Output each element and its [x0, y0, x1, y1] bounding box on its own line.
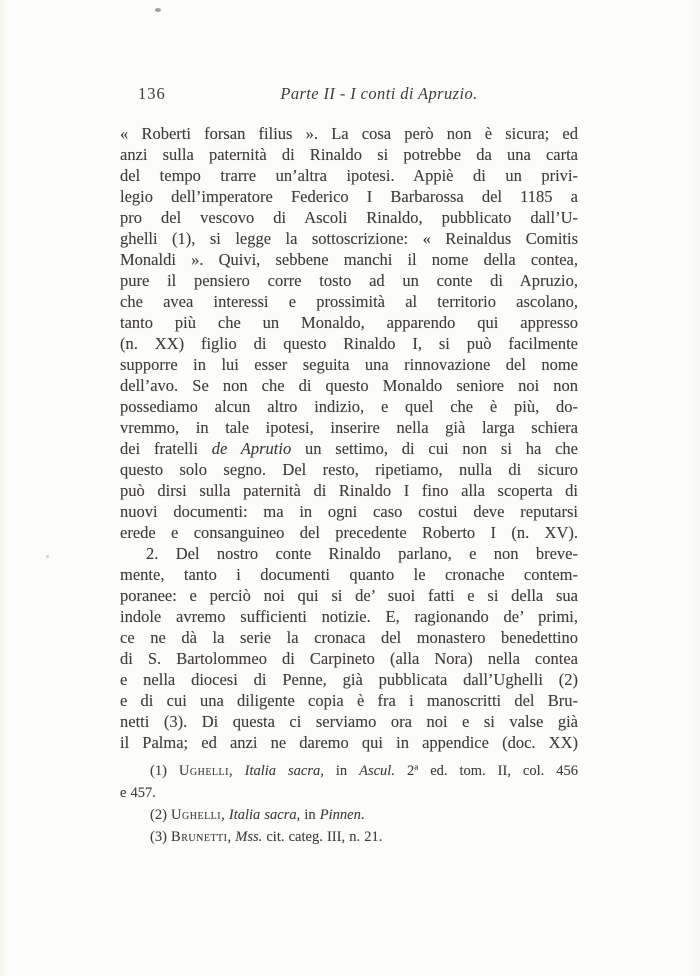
text-line	[120, 606, 578, 627]
text-line	[120, 690, 578, 711]
text-segment: Ughelli	[171, 807, 222, 823]
text-segment: (3)	[150, 829, 172, 845]
text-segment: dell’avo. Se non che di questo Monaldo seniore noi non	[120, 376, 578, 395]
text-segment: (n. XX) figlio di questo Rinaldo I, si può facilmente	[120, 334, 578, 353]
text-segment: ,	[228, 763, 245, 779]
text-segment: , in	[296, 807, 320, 823]
text-line	[120, 564, 578, 585]
text-line	[120, 627, 578, 648]
footnotes	[120, 760, 578, 848]
text-segment: di S. Bartolommeo di Carpineto (alla Nora) nella contea	[120, 649, 578, 668]
text-segment: il Palma; ed anzi ne daremo qui in appendice (doc. XX)	[120, 733, 578, 752]
text-segment: e di cui una diligente copia è fra i manoscritti del Bru-	[120, 691, 578, 710]
text-segment: Brunetti	[171, 829, 228, 845]
text-segment: 2. Del nostro conte Rinaldo parlano, e non breve-	[146, 544, 578, 563]
text-segment: tanto più che un Monaldo, apparendo qui appresso	[120, 313, 578, 332]
text-line	[120, 669, 578, 690]
text-line	[120, 459, 578, 480]
text-line	[120, 648, 578, 669]
text-segment: vremmo, in tale ipotesi, inserire nella già larga schiera	[120, 418, 578, 437]
text-segment: ce ne dà la serie la cronaca del monastero benedettino	[120, 628, 578, 647]
text-line	[120, 760, 578, 782]
text-line	[120, 782, 578, 804]
text-segment: un settimo, di cui non si ha che	[291, 439, 578, 458]
text-line	[120, 291, 578, 312]
body-text	[120, 123, 578, 753]
text-segment: netti (3). Di questa ci serviamo ora noi e si valse già	[120, 712, 578, 731]
text-segment: supporre in lui esser seguita una rinnovazione del nome	[120, 355, 578, 374]
text-segment: Italia sacra	[244, 763, 321, 779]
text-line	[120, 732, 578, 753]
text-line	[120, 207, 578, 228]
text-line	[120, 438, 578, 459]
text-segment: Ascul.	[359, 763, 395, 779]
text-segment: Ughelli	[178, 763, 229, 779]
text-line	[120, 417, 578, 438]
page-number: 136	[138, 84, 166, 103]
text-line	[120, 354, 578, 375]
text-line	[120, 123, 578, 144]
text-segment: pro del vescovo di Ascoli Rinaldo, pubblicato dall’U-	[120, 208, 578, 227]
text-segment: (1)	[150, 763, 179, 779]
text-segment: ,	[221, 807, 229, 823]
text-line	[120, 480, 578, 501]
text-segment: che avea interessi e prossimità al territorio ascolano,	[120, 292, 578, 311]
text-segment: Pinnen	[319, 807, 361, 823]
text-segment: Mss.	[235, 829, 263, 845]
text-line	[120, 333, 578, 354]
scan-artifact	[46, 555, 49, 558]
text-segment: (2)	[150, 807, 172, 823]
text-line	[120, 585, 578, 606]
text-line	[120, 826, 578, 848]
text-line	[120, 186, 578, 207]
text-segment: e 457.	[120, 785, 156, 801]
text-segment: mente, tanto i documenti quanto le cronache contem-	[120, 565, 578, 584]
text-segment: poranee: e perciò noi qui si de’ suoi fatti e si della sua	[120, 586, 578, 605]
text-line	[120, 312, 578, 333]
scan-artifact	[155, 8, 161, 12]
text-segment: legio dell’imperatore Federico I Barbarossa del 1185 a	[120, 187, 578, 206]
page-header	[120, 84, 578, 106]
text-line	[120, 804, 578, 826]
text-line	[120, 522, 578, 543]
text-segment: cit. categ. III, n. 21.	[262, 829, 383, 845]
text-segment: ,	[227, 829, 236, 845]
text-segment: del tempo trarre un’altra ipotesi. Appiè di un privi-	[120, 166, 578, 185]
text-segment: « Roberti forsan filius ». La cosa però non è sicura; ed	[120, 124, 578, 143]
text-line	[120, 711, 578, 732]
text-line	[120, 270, 578, 291]
text-segment: e nella diocesi di Penne, già pubblicata dall’Ughelli (2)	[120, 670, 578, 689]
text-line	[120, 228, 578, 249]
text-segment: possediamo alcun altro indizio, e quel che è più, do-	[120, 397, 578, 416]
text-line	[120, 543, 578, 564]
text-segment: .	[360, 807, 365, 823]
text-line	[120, 144, 578, 165]
text-segment: , in	[320, 763, 360, 779]
text-segment: anzi sulla paternità di Rinaldo si potrebbe da una carta	[120, 145, 578, 164]
text-segment: pure il pensiero corre tosto ad un conte di Apruzio,	[120, 271, 578, 290]
text-segment: può dirsi sulla paternità di Rinaldo I fino alla scoperta di	[120, 481, 578, 500]
text-segment: 2ª ed. tom. II, col. 456	[394, 763, 579, 779]
text-segment: ghelli (1), si legge la sottoscrizione: « Reinaldus Comitis	[120, 229, 578, 248]
text-segment: Italia sacra	[228, 807, 297, 823]
text-line	[120, 501, 578, 522]
text-line	[120, 375, 578, 396]
text-segment: nuovi documenti: ma in ogni caso costui deve reputarsi	[120, 502, 578, 521]
text-line	[120, 165, 578, 186]
text-segment: de Aprutio	[211, 439, 292, 458]
text-segment: erede e consanguineo del precedente Roberto I (n. XV).	[120, 523, 578, 542]
text-segment: dei fratelli	[120, 439, 212, 458]
text-line	[120, 396, 578, 417]
text-line	[120, 249, 578, 270]
running-title: Parte II - I conti di Apruzio.	[280, 84, 478, 103]
text-segment: Monaldi ». Quivi, sebbene manchi il nome della contea,	[120, 250, 578, 269]
text-segment: indole avremo sufficienti notizie. E, ragionando de’ primi,	[120, 607, 578, 626]
text-segment: questo solo segno. Del resto, ripetiamo, nulla di sicuro	[120, 460, 578, 479]
